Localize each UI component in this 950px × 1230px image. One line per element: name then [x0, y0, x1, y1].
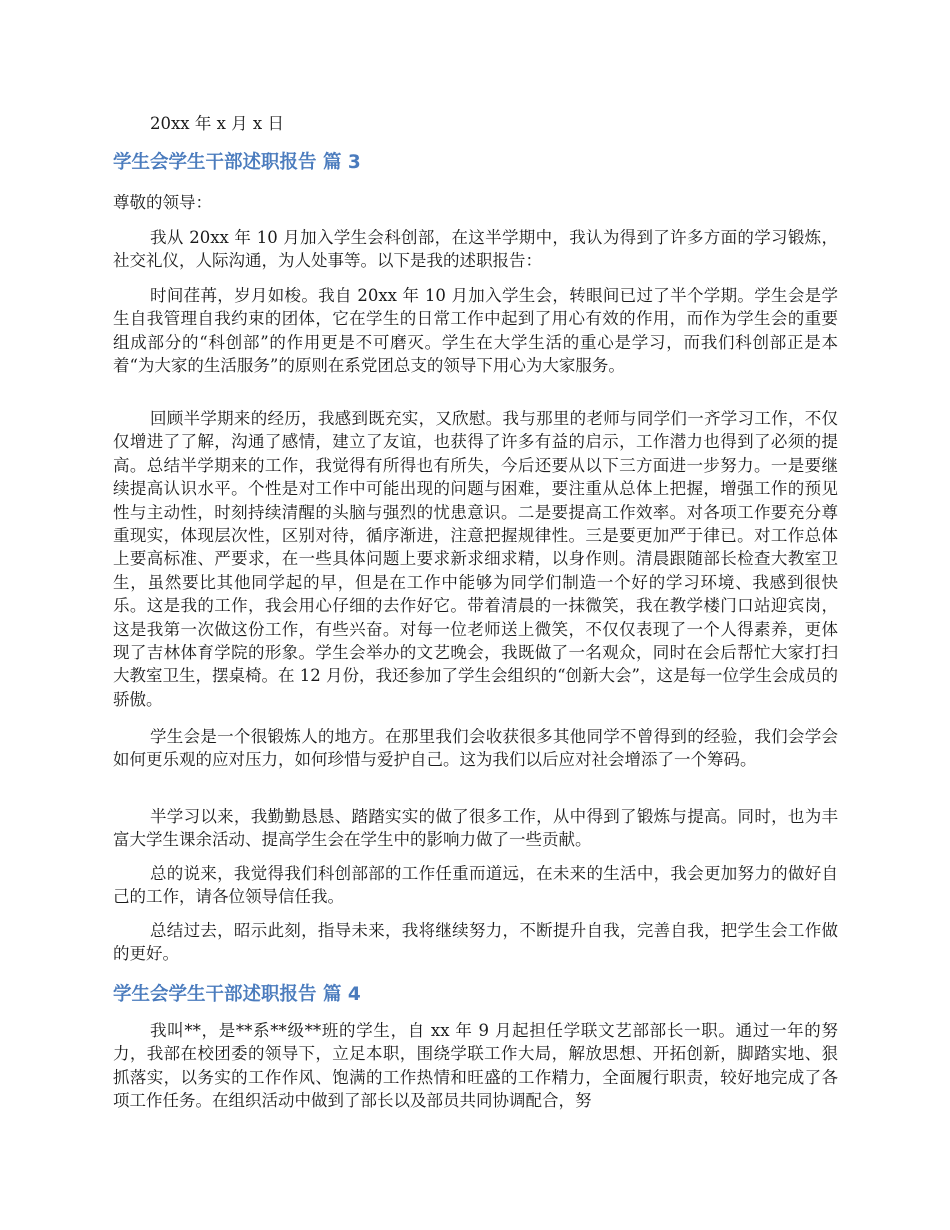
section-3-heading: 学生会学生干部述职报告 篇 3: [113, 152, 361, 173]
paragraph: 回顾半学期来的经历，我感到既充实，又欣慰。我与那里的老师与同学们一齐学习工作，不仅仅增进了了解，沟通了感情，建立了友谊，也获得了许多有益的启示，工作潜力也得到了必须的提高。总结半学期来的工作，我觉得有所得也有所失，今后还要从以下三方面进一步努力。一是要继续提高认识水平。个性是对工作中可能出现的问题与困难，要注重从总体上把握，增强工作的预见性与主动性，时刻持续清醒的头脑与强烈的忧患意识。二是要提高工作效率。对各项工作要充分尊重现实，体现层次性，区别对待，循序渐进，注意把握规律性。三是要更加严于律已。对工作总体上要高标准、严要求，在一些具体问题上要求新求细求精，以身作则。清晨跟随部长检查大教室卫生，虽然要比其他同学起的早，但是在工作中能够为同学们制造一个好的学习环境、我感到很快乐。这是我的工作，我会用心仔细的去作好它。带着清晨的一抹微笑，我在教学楼门口站迎宾岗，这是我第一次做这份工作，有些兴奋。对每一位老师送上微笑，不仅仅表现了一个人得素养，更体现了吉林体育学院的形象。学生会举办的文艺晚会，我既做了一名观众，同时在会后帮忙大家打扫大教室卫生，摆桌椅。在 12 月份，我还参加了学生会组织的“创新大会”，这是每一位学生会成员的骄傲。: [113, 409, 838, 709]
paragraph: 总结过去，昭示此刻，指导未来，我将继续努力，不断提升自我，完善自我，把学生会工作做的更好。: [113, 921, 838, 964]
salutation: 尊敬的领导：: [113, 193, 212, 212]
paragraph: 半学习以来，我勤勤恳恳、踏踏实实的做了很多工作，从中得到了锻炼与提高。同时，也为丰富大学生课余活动、提高学生会在学生中的影响力做了一些贡献。: [113, 807, 838, 850]
paragraph: 时间荏苒，岁月如梭。我自 20xx 年 10 月加入学生会，转眼间已过了半个学期。学生会是学生自我管理自我约束的团体，它在学生的日常工作中起到了用心有效的作用，而作为学生会的重要组成部分的“科创部”的作用更是不可磨灭。学生在大学生活的重心是学习，而我们科创部正是本着“为大家的生活服务”的原则在系党团总支的领导下用心为大家服务。: [113, 286, 838, 376]
section-4-heading: 学生会学生干部述职报告 篇 4: [113, 984, 361, 1005]
paragraph: 我从 20xx 年 10 月加入学生会科创部，在这半学期中，我认为得到了许多方面的学习锻炼，社交礼仪，人际沟通，为人处事等。以下是我的述职报告：: [113, 228, 838, 271]
paragraph: 总的说来，我觉得我们科创部部的工作任重而道远，在未来的生活中，我会更加努力的做好自己的工作，请各位领导信任我。: [113, 864, 838, 907]
paragraph: 我叫**，是**系**级**班的学生，自 xx 年 9 月起担任学联文艺部部长一职。通过一年的努力，我部在校团委的领导下，立足本职，围绕学联工作大局，解放思想、开拓创新，脚踏实地、狠抓落实，以务实的工作作风、饱满的工作热情和旺盛的工作精力，全面履行职责，较好地完成了各项工作任务。在组织活动中做到了部长以及部员共同协调配合，努: [113, 1021, 838, 1111]
paragraph: 学生会是一个很锻炼人的地方。在那里我们会收获很多其他同学不曾得到的经验，我们会学会如何更乐观的应对压力，如何珍惜与爱护自己。这为我们以后应对社会增添了一个筹码。: [113, 727, 838, 770]
date-line: 20xx 年 x 月 x 日: [150, 114, 284, 133]
